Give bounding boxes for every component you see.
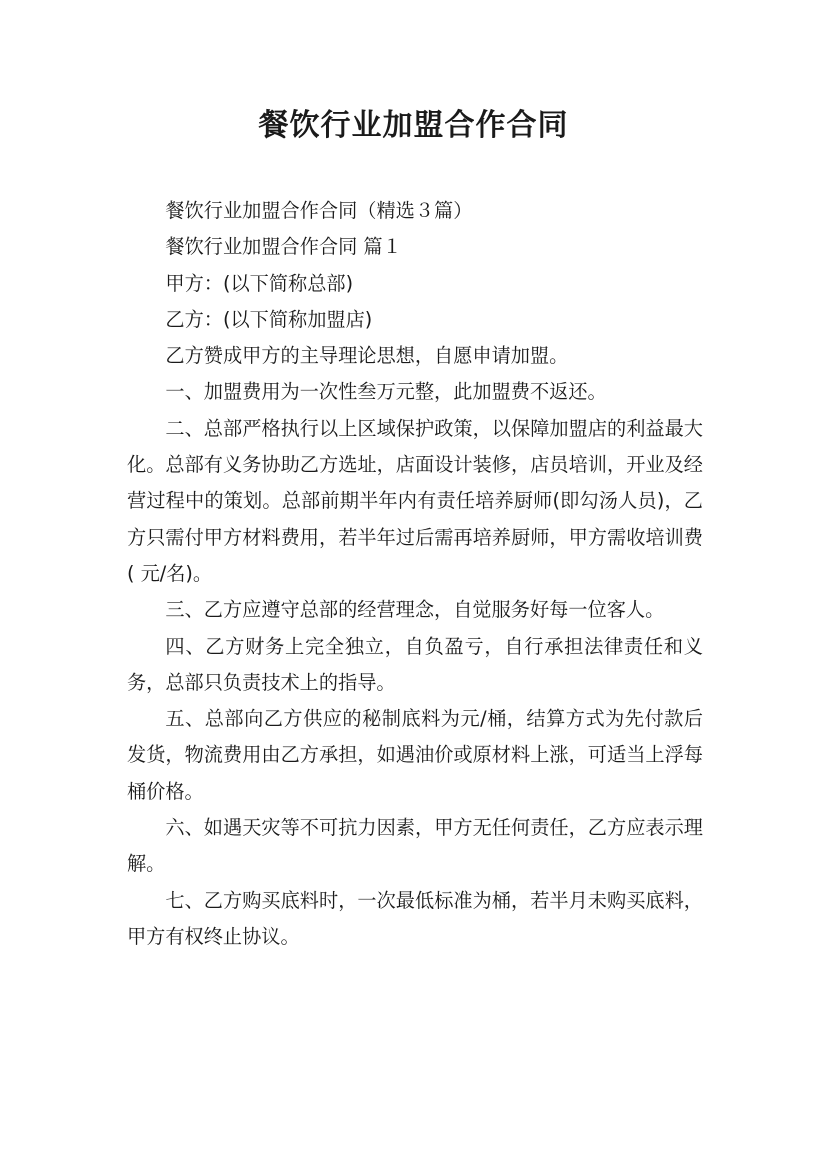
paragraph-party-a: 甲方：(以下简称总部) xyxy=(165,271,354,295)
paragraph-clause-3: 三、乙方应遵守总部的经营理念，自觉服务好每一位客人。 xyxy=(165,598,665,622)
paragraph-clause-6: 六、如遇天灾等不可抗力因素，甲方无任何责任，乙方应表示理解。 xyxy=(127,816,703,876)
document-body xyxy=(127,193,703,955)
paragraph-section-heading: 餐饮行业加盟合作合同 篇１ xyxy=(165,235,402,259)
paragraph-subtitle: 餐饮行业加盟合作合同（精选３篇） xyxy=(165,199,473,222)
paragraph-party-b: 乙方：(以下简称加盟店) xyxy=(165,307,373,331)
paragraph-clause-1: 一、加盟费用为一次性叁万元整，此加盟费不返还。 xyxy=(165,380,607,404)
paragraph-clause-5: 五、总部向乙方供应的秘制底料为元/桶，结算方式为先付款后发货，物流费用由乙方承担，如遇油价或原材料上涨，可适当上浮每桶价格。 xyxy=(127,707,703,803)
paragraph-clause-2: 二、总部严格执行以上区域保护政策，以保障加盟店的利益最大化。总部有义务协助乙方选址，店面设计装修，店员培训，开业及经营过程中的策划。总部前期半年内有责任培养厨师(即勾汤人员)，乙方只需付甲方材料费用，若半年过后需再培养厨师，甲方需收培训费( 元/名)。 xyxy=(127,416,703,585)
document-title: 餐饮行业加盟合作合同 xyxy=(258,108,569,143)
paragraph-clause-7: 七、乙方购买底料时，一次最低标准为桶，若半月未购买底料，甲方有权终止协议。 xyxy=(127,888,703,948)
paragraph-intro: 乙方赞成甲方的主导理论思想，自愿申请加盟。 xyxy=(165,344,569,368)
paragraph-clause-4: 四、乙方财务上完全独立，自负盈亏，自行承担法律责任和义务，总部只负责技术上的指导。 xyxy=(127,634,703,694)
